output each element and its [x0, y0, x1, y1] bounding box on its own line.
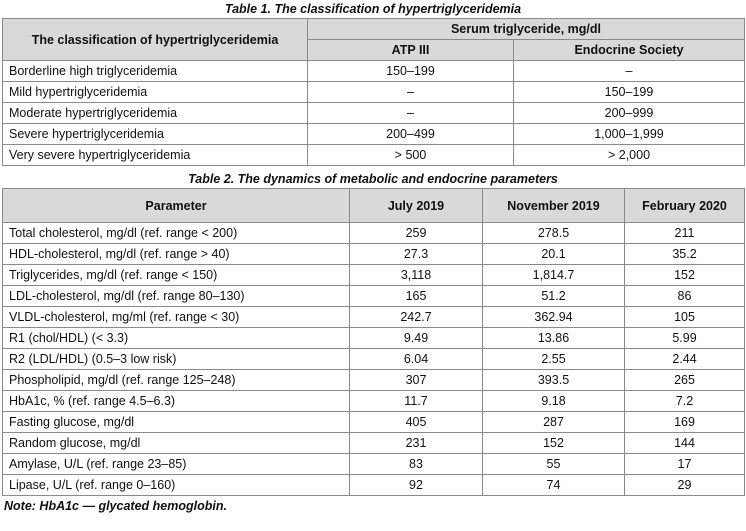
- atp-iii-cell: 150–199: [308, 61, 514, 82]
- february-2020-cell: 2.44: [625, 349, 745, 370]
- february-2020-cell: 29: [625, 475, 745, 496]
- table-row: [3, 349, 745, 370]
- july-2019-cell: 3,118: [350, 265, 483, 286]
- header-endocrine-society: Endocrine Society: [514, 40, 745, 61]
- header-july-2019: July 2019: [350, 189, 483, 223]
- parameter-cell: LDL-cholesterol, mg/dl (ref. range 80–130): [3, 286, 350, 307]
- table-row: [3, 124, 745, 145]
- table-row: [3, 61, 745, 82]
- july-2019-cell: 11.7: [350, 391, 483, 412]
- november-2019-cell: 362.94: [483, 307, 625, 328]
- february-2020-cell: 265: [625, 370, 745, 391]
- classification-cell: Mild hypertriglyceridemia: [3, 82, 308, 103]
- february-2020-cell: 86: [625, 286, 745, 307]
- endocrine-society-cell: 150–199: [514, 82, 745, 103]
- february-2020-cell: 5.99: [625, 328, 745, 349]
- table-row: [3, 307, 745, 328]
- table-row: [3, 370, 745, 391]
- parameter-cell: R2 (LDL/HDL) (0.5–3 low risk): [3, 349, 350, 370]
- february-2020-cell: 17: [625, 454, 745, 475]
- february-2020-cell: 7.2: [625, 391, 745, 412]
- table-row: [3, 475, 745, 496]
- july-2019-cell: 165: [350, 286, 483, 307]
- parameter-cell: Fasting glucose, mg/dl: [3, 412, 350, 433]
- parameter-cell: Lipase, U/L (ref. range 0–160): [3, 475, 350, 496]
- table-note: Note: HbA1c — glycated hemoglobin.: [4, 499, 227, 513]
- atp-iii-cell: 200–499: [308, 124, 514, 145]
- july-2019-cell: 231: [350, 433, 483, 454]
- july-2019-cell: 27.3: [350, 244, 483, 265]
- table-row: [3, 265, 745, 286]
- july-2019-cell: 307: [350, 370, 483, 391]
- table-row: [3, 103, 745, 124]
- february-2020-cell: 35.2: [625, 244, 745, 265]
- endocrine-society-cell: > 2,000: [514, 145, 745, 166]
- november-2019-cell: 152: [483, 433, 625, 454]
- header-parameter: Parameter: [3, 189, 350, 223]
- parameter-cell: Triglycerides, mg/dl (ref. range < 150): [3, 265, 350, 286]
- parameter-cell: HbA1c, % (ref. range 4.5–6.3): [3, 391, 350, 412]
- dynamics-table: [2, 188, 745, 496]
- july-2019-cell: 9.49: [350, 328, 483, 349]
- classification-cell: Very severe hypertriglyceridemia: [3, 145, 308, 166]
- february-2020-cell: 144: [625, 433, 745, 454]
- november-2019-cell: 2.55: [483, 349, 625, 370]
- july-2019-cell: 83: [350, 454, 483, 475]
- table-row: [3, 82, 745, 103]
- february-2020-cell: 169: [625, 412, 745, 433]
- header-classification: The classification of hypertriglyceridemia: [3, 19, 308, 61]
- july-2019-cell: 259: [350, 223, 483, 244]
- table-row: [3, 454, 745, 475]
- november-2019-cell: 278.5: [483, 223, 625, 244]
- november-2019-cell: 287: [483, 412, 625, 433]
- july-2019-cell: 6.04: [350, 349, 483, 370]
- table-row: [3, 412, 745, 433]
- table-header-row: [3, 189, 745, 223]
- november-2019-cell: 55: [483, 454, 625, 475]
- february-2020-cell: 152: [625, 265, 745, 286]
- table-row: [3, 391, 745, 412]
- july-2019-cell: 405: [350, 412, 483, 433]
- parameter-cell: HDL-cholesterol, mg/dl (ref. range > 40): [3, 244, 350, 265]
- table-row: [3, 328, 745, 349]
- classification-cell: Moderate hypertriglyceridemia: [3, 103, 308, 124]
- july-2019-cell: 242.7: [350, 307, 483, 328]
- classification-cell: Severe hypertriglyceridemia: [3, 124, 308, 145]
- table-row: [3, 433, 745, 454]
- parameter-cell: R1 (chol/HDL) (< 3.3): [3, 328, 350, 349]
- november-2019-cell: 13.86: [483, 328, 625, 349]
- atp-iii-cell: –: [308, 82, 514, 103]
- table1-caption: Table 1. The classification of hypertriglyceridemia: [224, 2, 522, 16]
- parameter-cell: Amylase, U/L (ref. range 23–85): [3, 454, 350, 475]
- parameter-cell: Phospholipid, mg/dl (ref. range 125–248): [3, 370, 350, 391]
- november-2019-cell: 20.1: [483, 244, 625, 265]
- table2-caption: Table 2. The dynamics of metabolic and endocrine parameters: [188, 172, 558, 186]
- november-2019-cell: 393.5: [483, 370, 625, 391]
- atp-iii-cell: > 500: [308, 145, 514, 166]
- header-february-2020: February 2020: [625, 189, 745, 223]
- header-serum-triglyceride: Serum triglyceride, mg/dl: [308, 19, 745, 40]
- classification-cell: Borderline high triglyceridemia: [3, 61, 308, 82]
- november-2019-cell: 51.2: [483, 286, 625, 307]
- endocrine-society-cell: 1,000–1,999: [514, 124, 745, 145]
- classification-table: [2, 18, 745, 166]
- july-2019-cell: 92: [350, 475, 483, 496]
- parameter-cell: VLDL-cholesterol, mg/ml (ref. range < 30): [3, 307, 350, 328]
- november-2019-cell: 1,814.7: [483, 265, 625, 286]
- february-2020-cell: 105: [625, 307, 745, 328]
- endocrine-society-cell: –: [514, 61, 745, 82]
- parameter-cell: Total cholesterol, mg/dl (ref. range < 200): [3, 223, 350, 244]
- table-row: [3, 145, 745, 166]
- parameter-cell: Random glucose, mg/dl: [3, 433, 350, 454]
- header-atp-iii: ATP III: [308, 40, 514, 61]
- atp-iii-cell: –: [308, 103, 514, 124]
- header-november-2019: November 2019: [483, 189, 625, 223]
- february-2020-cell: 211: [625, 223, 745, 244]
- table-header-row: [3, 19, 745, 40]
- table-row: [3, 223, 745, 244]
- table-row: [3, 286, 745, 307]
- endocrine-society-cell: 200–999: [514, 103, 745, 124]
- november-2019-cell: 9.18: [483, 391, 625, 412]
- november-2019-cell: 74: [483, 475, 625, 496]
- table-row: [3, 244, 745, 265]
